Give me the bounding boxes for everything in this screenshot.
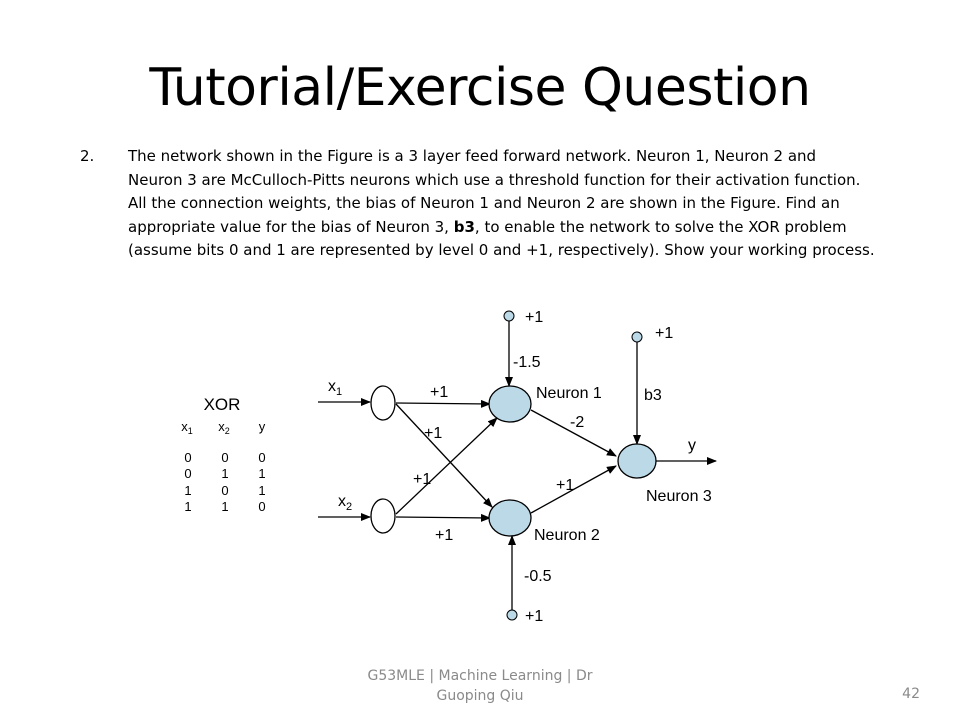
bias-node-n2 [507,610,517,620]
neuron-2-node [489,500,531,536]
xor-header-y: y [258,419,266,434]
input-x2-label: $x_2$ [338,493,353,513]
neuron-2-label: Neuron 2 [534,527,600,544]
bias-n2-label: +1 [525,608,544,625]
footer-line-1: G53MLE | Machine Learning | Dr [367,668,593,684]
xor-rows [184,450,265,514]
bias-n3-label: +1 [655,325,674,342]
question-line-5: (assume bits 0 and 1 are represented by level 0 and +1, respectively). Show your working process. [128,241,875,259]
question-line-4 [128,216,928,240]
bias-n2-weight: -0.5 [524,568,552,585]
weight-x2-n1: +1 [413,471,432,488]
question-line-3: All the connection weights, the bias of Neuron 1 and Neuron 2 are shown in the Figure. Find an [128,194,840,212]
xor-table-title: XOR [203,395,241,414]
bias-n1-label: +1 [525,309,544,326]
bias-n3-weight: b3 [644,387,662,404]
xor-cell: 1 [221,499,229,514]
network-diagram [0,290,960,650]
question-number: 2. [80,147,95,165]
xor-header-x1: $x_1$ [181,419,193,436]
question-b3-bold: b3 [453,217,475,236]
neuron-1-node [489,386,531,422]
question-line-1: The network shown in the Figure is a 3 layer feed forward network. Neuron 1, Neuron 2 and [128,147,817,165]
xor-header-x2: $x_2$ [218,419,230,436]
weight-n2-n3: +1 [556,477,575,494]
question-text [128,145,928,263]
edge-x2-n1 [396,418,497,514]
neuron-3-node [618,444,656,478]
xor-cell: 0 [221,450,229,465]
xor-cell: 0 [221,483,229,498]
edge-x2-n2 [396,517,490,518]
weight-x1-n1: +1 [430,384,449,401]
question-line-4-pre: appropriate value for the bias of Neuron 3, [128,217,454,236]
xor-cell: 1 [258,466,266,481]
input-node-x2 [371,499,395,533]
xor-truth-table [181,395,266,514]
bias-n1-weight: -1.5 [513,354,541,371]
input-node-x1 [371,386,395,420]
xor-cell: 0 [184,450,192,465]
footer-line-2: Guoping Qiu [436,688,524,704]
neuron-1-label: Neuron 1 [536,385,602,402]
xor-cell: 1 [258,483,266,498]
footer [330,666,630,706]
output-y-label: y [688,437,696,454]
weight-x1-n2: +1 [424,425,443,442]
edge-x1-n2 [396,404,492,507]
input-x1-label: $x_1$ [328,378,343,398]
xor-cell: 0 [258,450,266,465]
question-line-4-post: , to enable the network to solve the XOR problem [474,217,847,236]
xor-cell: 0 [258,499,266,514]
bias-node-n1 [504,311,514,321]
weight-n1-n3: -2 [570,414,585,431]
weight-x2-n2: +1 [435,527,454,544]
bias-node-n3 [632,332,642,342]
xor-header-row [181,419,266,436]
edge-x1-n1 [396,403,490,404]
page-number: 42 [902,686,920,702]
slide-title: Tutorial/Exercise Question [149,58,811,118]
neuron-3-label: Neuron 3 [646,488,712,505]
xor-cell: 1 [184,499,192,514]
xor-cell: 1 [221,466,229,481]
xor-cell: 1 [184,483,192,498]
xor-cell: 0 [184,466,192,481]
question-line-2: Neuron 3 are McCulloch-Pitts neurons which use a threshold function for their activation function. [128,170,861,189]
